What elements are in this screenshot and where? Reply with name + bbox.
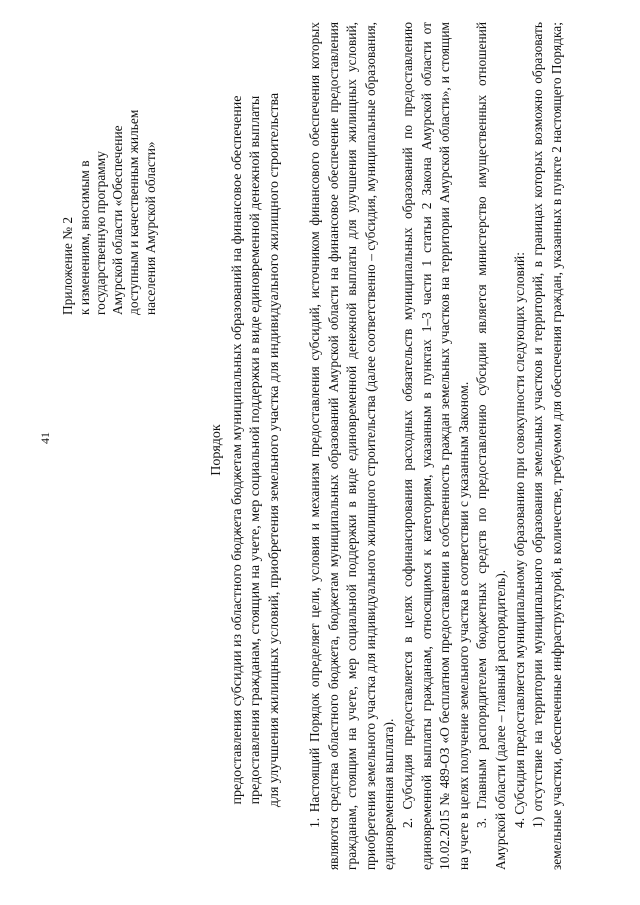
- appendix-line: доступным и качественным жильем: [126, 109, 142, 315]
- appendix-line: Амурской области «Обеспечение: [109, 125, 125, 315]
- paragraph-4-1: 1) отсутствие на территории муниципального образования земельных участков и территорий, в границах которых возможно образовать земельные участки, обеспеченные инфраструктурой, в количестве, требуемом для обеспечения граждан, указанных в пункте 2 настоящего Порядка;: [530, 22, 564, 870]
- title-line: для улучшения жилищных условий, приобретения земельного участка для индивидуального жилищного строительства: [266, 92, 282, 808]
- appendix-line: Приложение № 2: [60, 216, 75, 315]
- appendix-block: [60, 15, 160, 315]
- paragraph-2: 2. Субсидия предоставляется в целях софинансирования расходных обязательств муниципальных образований по предоставлению единовременной выплаты гражданам, относящимся к категориям, указанным в пунктах 1–3 части 1 статьи 2 Закона Амурской области от 10.02.2015 № 489-ОЗ «О бесплатном предоставлении в собственность граждан земельных участков на территории Амурской области», и стоящим на учете в целях получение земельного участка в соответствии с указанным Законом.: [399, 22, 471, 870]
- title-line: предоставления гражданам, стоящим на учете, мер социальной поддержки в виде единовременной денежной выплаты: [248, 95, 264, 805]
- paragraph-4: 4. Субсидия предоставляется муниципальному образованию при совокупности следующих условий:: [511, 252, 527, 828]
- document-title: [208, 30, 284, 870]
- title-line: предоставления субсидии из областного бюджета бюджетам муниципальных образований на финансовое обеспечение: [229, 95, 245, 805]
- paragraph-3: 3. Главным распорядителем бюджетных средств по предоставлению субсидии является министерство имущественных отношений Амурской области (далее – главный распорядитель).: [474, 22, 508, 870]
- paragraph-1: 1. Настоящий Порядок определяет цели, условия и механизм предоставления субсидий, источником финансового обеспечения которых являются средства областного бюджета, бюджетам муниципальных образований Амурской области на финансовое обеспечение предоставления гражданам, стоящим на учете, мер социальной поддержки в виде единовременной денежной выплаты для улучшения жилищных условий, приобретения земельного участка для индивидуального жилищного строительства (далее соответственно – субсидия, муниципальные образования, единовременная выплата).: [307, 22, 397, 870]
- title-heading: Порядок: [209, 424, 224, 476]
- page-number: 41: [38, 432, 52, 444]
- document-body: [306, 22, 566, 870]
- appendix-line: населения Амурской области»: [142, 141, 158, 315]
- appendix-line: государственную программу: [93, 151, 109, 315]
- appendix-line: к изменениям, вносимым в: [76, 160, 92, 315]
